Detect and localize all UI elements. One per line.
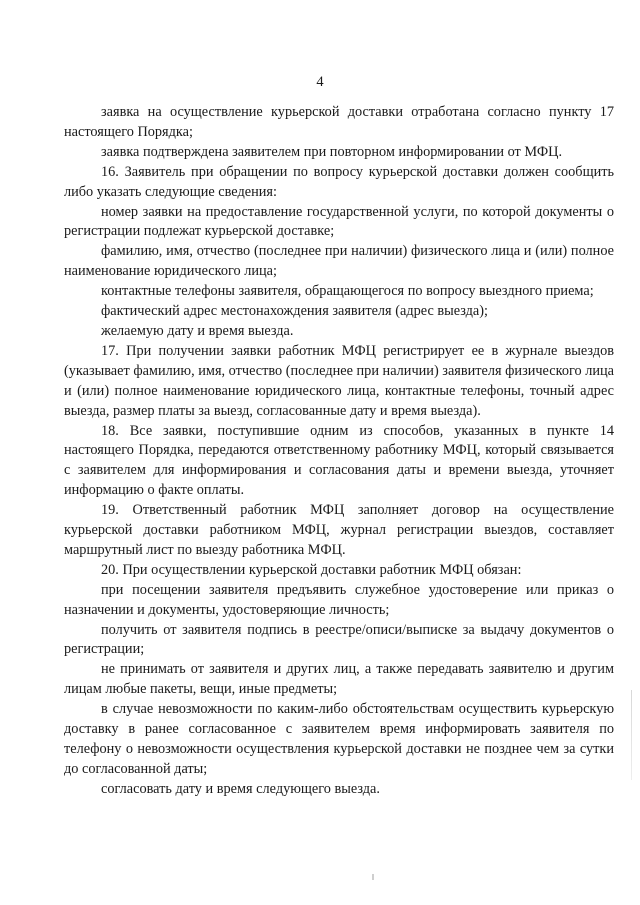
paragraph: заявка подтверждена заявителем при повторном информировании от МФЦ. [101,143,563,160]
paragraph: получить от заявителя подпись в реестре/описи/выписке за выдачу документов о регистрации; [64,621,614,658]
paragraph: при посещении заявителя предъявить служебное удостоверение или приказ о назначении и документы, удостоверяющие личность; [64,581,614,618]
paragraph: 17. При получении заявки работник МФЦ регистрирует ее в журнале выездов (указывает фамилию, имя, отчество (последнее при наличии) заявителя физического лица и (или) полное наименование юридического лица, контактные телефоны, точный адрес выезда, размер платы за выезд, согласованные дату и время выезда). [64,342,614,419]
scan-edge-mark [631,690,632,780]
paragraph: 19. Ответственный работник МФЦ заполняет договор на осуществление курьерской доставки работником МФЦ, журнал регистрации выездов, составляет маршрутный лист по выезду работника МФЦ. [64,502,614,558]
paragraph: 16. Заявитель при обращении по вопросу курьерской доставки должен сообщить либо указать следующие сведения: [64,163,614,200]
paragraph: в случае невозможности по каким-либо обстоятельствам осуществить курьерскую доставку в ранее согласованное с заявителем время информировать заявителя по телефону о невозможности осуществления курьерской доставки не позднее чем за сутки до согласованной даты; [64,701,614,777]
document-body [64,103,614,800]
paragraph: желаемую дату и время выезда. [101,322,294,339]
paragraph: фамилию, имя, отчество (последнее при наличии) физического лица и (или) полное наименование юридического лица; [64,243,614,280]
paragraph: контактные телефоны заявителя, обращающегося по вопросу выездного приема; [101,283,594,300]
scan-dot-mark [372,874,374,880]
page-number: 4 [316,74,324,90]
paragraph: 18. Все заявки, поступившие одним из способов, указанных в пункте 14 настоящего Порядка, передаются ответственному работнику МФЦ, который связывается с заявителем для информирования и согласования даты и времени выезда, уточняет информацию о факте оплаты. [64,422,614,499]
paragraph: номер заявки на предоставление государственной услуги, по которой документы о регистрации подлежат курьерской доставке; [64,203,614,240]
paragraph: согласовать дату и время следующего выезда. [101,780,380,797]
paragraph: 20. При осуществлении курьерской доставки работник МФЦ обязан: [101,561,522,578]
paragraph: фактический адрес местонахождения заявителя (адрес выезда); [101,303,488,320]
paragraph: заявка на осуществление курьерской доставки отработана согласно пункту 17 настоящего Порядка; [64,104,614,140]
paragraph: не принимать от заявителя и других лиц, а также передавать заявителю и другим лицам любые пакеты, вещи, иные предметы; [64,661,614,698]
